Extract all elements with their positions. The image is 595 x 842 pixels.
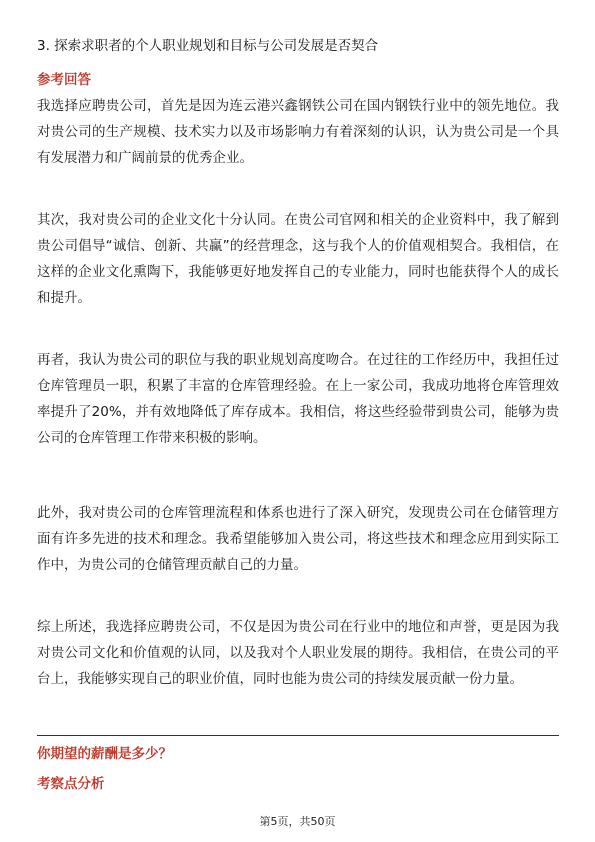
answer-label: 参考回答 — [37, 72, 91, 88]
answer-paragraph: 综上所述，我选择应聘贵公司，不仅是因为贵公司在行业中的地位和声誉，更是因为我对贵公司文化和价值观的认同，以及我对个人职业发展的期待。我相信，在贵公司的平台上，我能够实现自己的职业价值，同时也能为贵公司的持续发展贡献一份力量。 — [37, 619, 559, 687]
analysis-label: 考察点分析 — [37, 776, 105, 792]
section-divider — [37, 735, 559, 736]
question-heading: 3. 探索求职者的个人职业规划和目标与公司发展是否契合 — [37, 38, 379, 54]
answer-paragraph: 再者，我认为贵公司的职位与我的职业规划高度吻合。在过往的工作经历中，我担任过仓库管理员一职，积累了丰富的仓库管理经验。在上一家公司，我成功地将仓库管理效率提升了20%，并有效地降低了库存成本。我相信，将这些经验带到贵公司，能够为贵公司的仓库管理工作带来积极的影响。 — [37, 352, 559, 446]
answer-paragraph: 其次，我对贵公司的企业文化十分认同。在贵公司官网和相关的企业资料中，我了解到贵公司倡导“诚信、创新、共赢”的经营理念，这与我个人的价值观相契合。我相信，在这样的企业文化熏陶下，我能够更好地发挥自己的专业能力，同时也能获得个人的成长和提升。 — [37, 212, 559, 306]
next-question-heading: 你期望的薪酬是多少？ — [37, 746, 172, 762]
answer-paragraph: 我选择应聘贵公司，首先是因为连云港兴鑫钢铁公司在国内钢铁行业中的领先地位。我对贵公司的生产规模、技术实力以及市场影响力有着深刻的认识，认为贵公司是一个具有发展潜力和广阔前景的优秀企业。 — [37, 98, 559, 166]
answer-paragraph: 此外，我对贵公司的仓库管理流程和体系也进行了深入研究，发现贵公司在仓储管理方面有许多先进的技术和理念。我希望能够加入贵公司，将这些技术和理念应用到实际工作中，为贵公司的仓储管理贡献自己的力量。 — [37, 505, 559, 573]
page-footer: 第5页，共50页 — [259, 815, 336, 828]
